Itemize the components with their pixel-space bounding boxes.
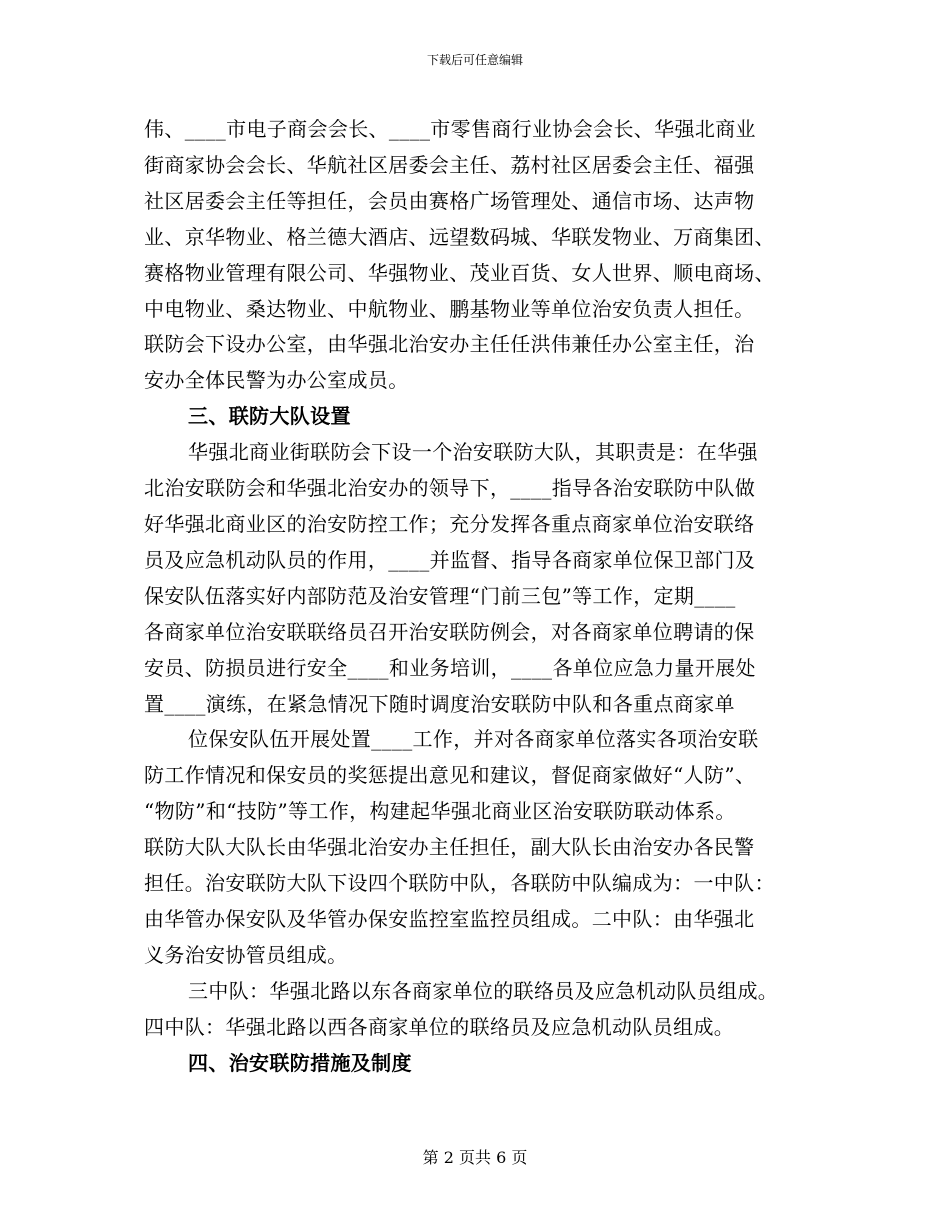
page-footer: 第 2 页共 6 页	[422, 1148, 528, 1167]
page-header: 下载后可任意编辑	[426, 53, 523, 67]
body-line: 各商家单位治安联联络员召开治安联防例会，对各商家单位聘请的保	[144, 619, 755, 644]
body-line: 社区居委会主任等担任，会员由赛格广场管理处、通信市场、达声物	[144, 188, 755, 213]
body-line: 业、京华物业、格兰德大酒店、远望数码城、华联发物业、万商集团、	[144, 224, 775, 249]
body-line: 北治安联防会和华强北治安办的领导下，____指导各治安联防中队做	[144, 476, 756, 501]
body-line: 保安队伍落实好内部防范及治安管理“门前三包”等工作，定期____	[144, 583, 736, 608]
section-heading: 四、治安联防措施及制度	[188, 1050, 412, 1075]
body-line: 伟、____市电子商会会长、____市零售商行业协会会长、华强北商业	[144, 117, 756, 141]
body-line: 中电物业、桑达物业、中航物业、鹏基物业等单位治安负责人担任。	[144, 296, 755, 321]
body-line: 安办全体民警为办公室成员。	[144, 368, 409, 393]
body-line: 联防会下设办公室，由华强北治安办主任任洪伟兼任办公室主任，治	[144, 332, 755, 357]
body-line: 街商家协会会长、华航社区居委会主任、荔村社区居委会主任、福强	[144, 152, 755, 177]
body-line: 四中队：华强北路以西各商家单位的联络员及应急机动队员组成。	[144, 1014, 735, 1039]
body-line: 赛格物业管理有限公司、华强物业、茂业百货、女人世界、顺电商场、	[144, 260, 775, 285]
section-heading: 三、联防大队设置	[188, 404, 351, 429]
body-line: 员及应急机动队员的作用，____并监督、指导各商家单位保卫部门及	[144, 547, 756, 572]
body-line: 华强北商业街联防会下设一个治安联防大队，其职责是：在华强	[188, 440, 758, 465]
body-line: 安员、防损员进行安全____和业务培训，____各单位应急力量开展处	[144, 655, 756, 680]
body-line: 担任。治安联防大队下设四个联防中队，各联防中队编成为：一中队：	[144, 871, 775, 896]
body-line: 联防大队大队长由华强北治安办主任担任，副大队长由治安办各民警	[144, 835, 755, 860]
body-line: 防工作情况和保安员的奖惩提出意见和建议，督促商家做好“人防”、	[144, 763, 756, 788]
body-line: 三中队：华强北路以东各商家单位的联络员及应急机动队员组成。	[188, 978, 779, 1003]
document-body	[144, 112, 806, 1081]
body-line: 义务治安协管员组成。	[144, 942, 348, 967]
body-line: 置____演练，在紧急情况下随时调度治安联防中队和各重点商家单	[144, 691, 735, 716]
body-line: 位保安队伍开展处置____工作，并对各商家单位落实各项治安联	[188, 727, 759, 752]
body-line: “物防”和“技防”等工作，构建起华强北商业区治安联防联动体系。	[144, 799, 736, 824]
body-line: 由华管办保安队及华管办保安监控室监控员组成。二中队：由华强北	[144, 906, 755, 931]
body-line: 好华强北商业区的治安防控工作；充分发挥各重点商家单位治安联络	[144, 511, 755, 536]
